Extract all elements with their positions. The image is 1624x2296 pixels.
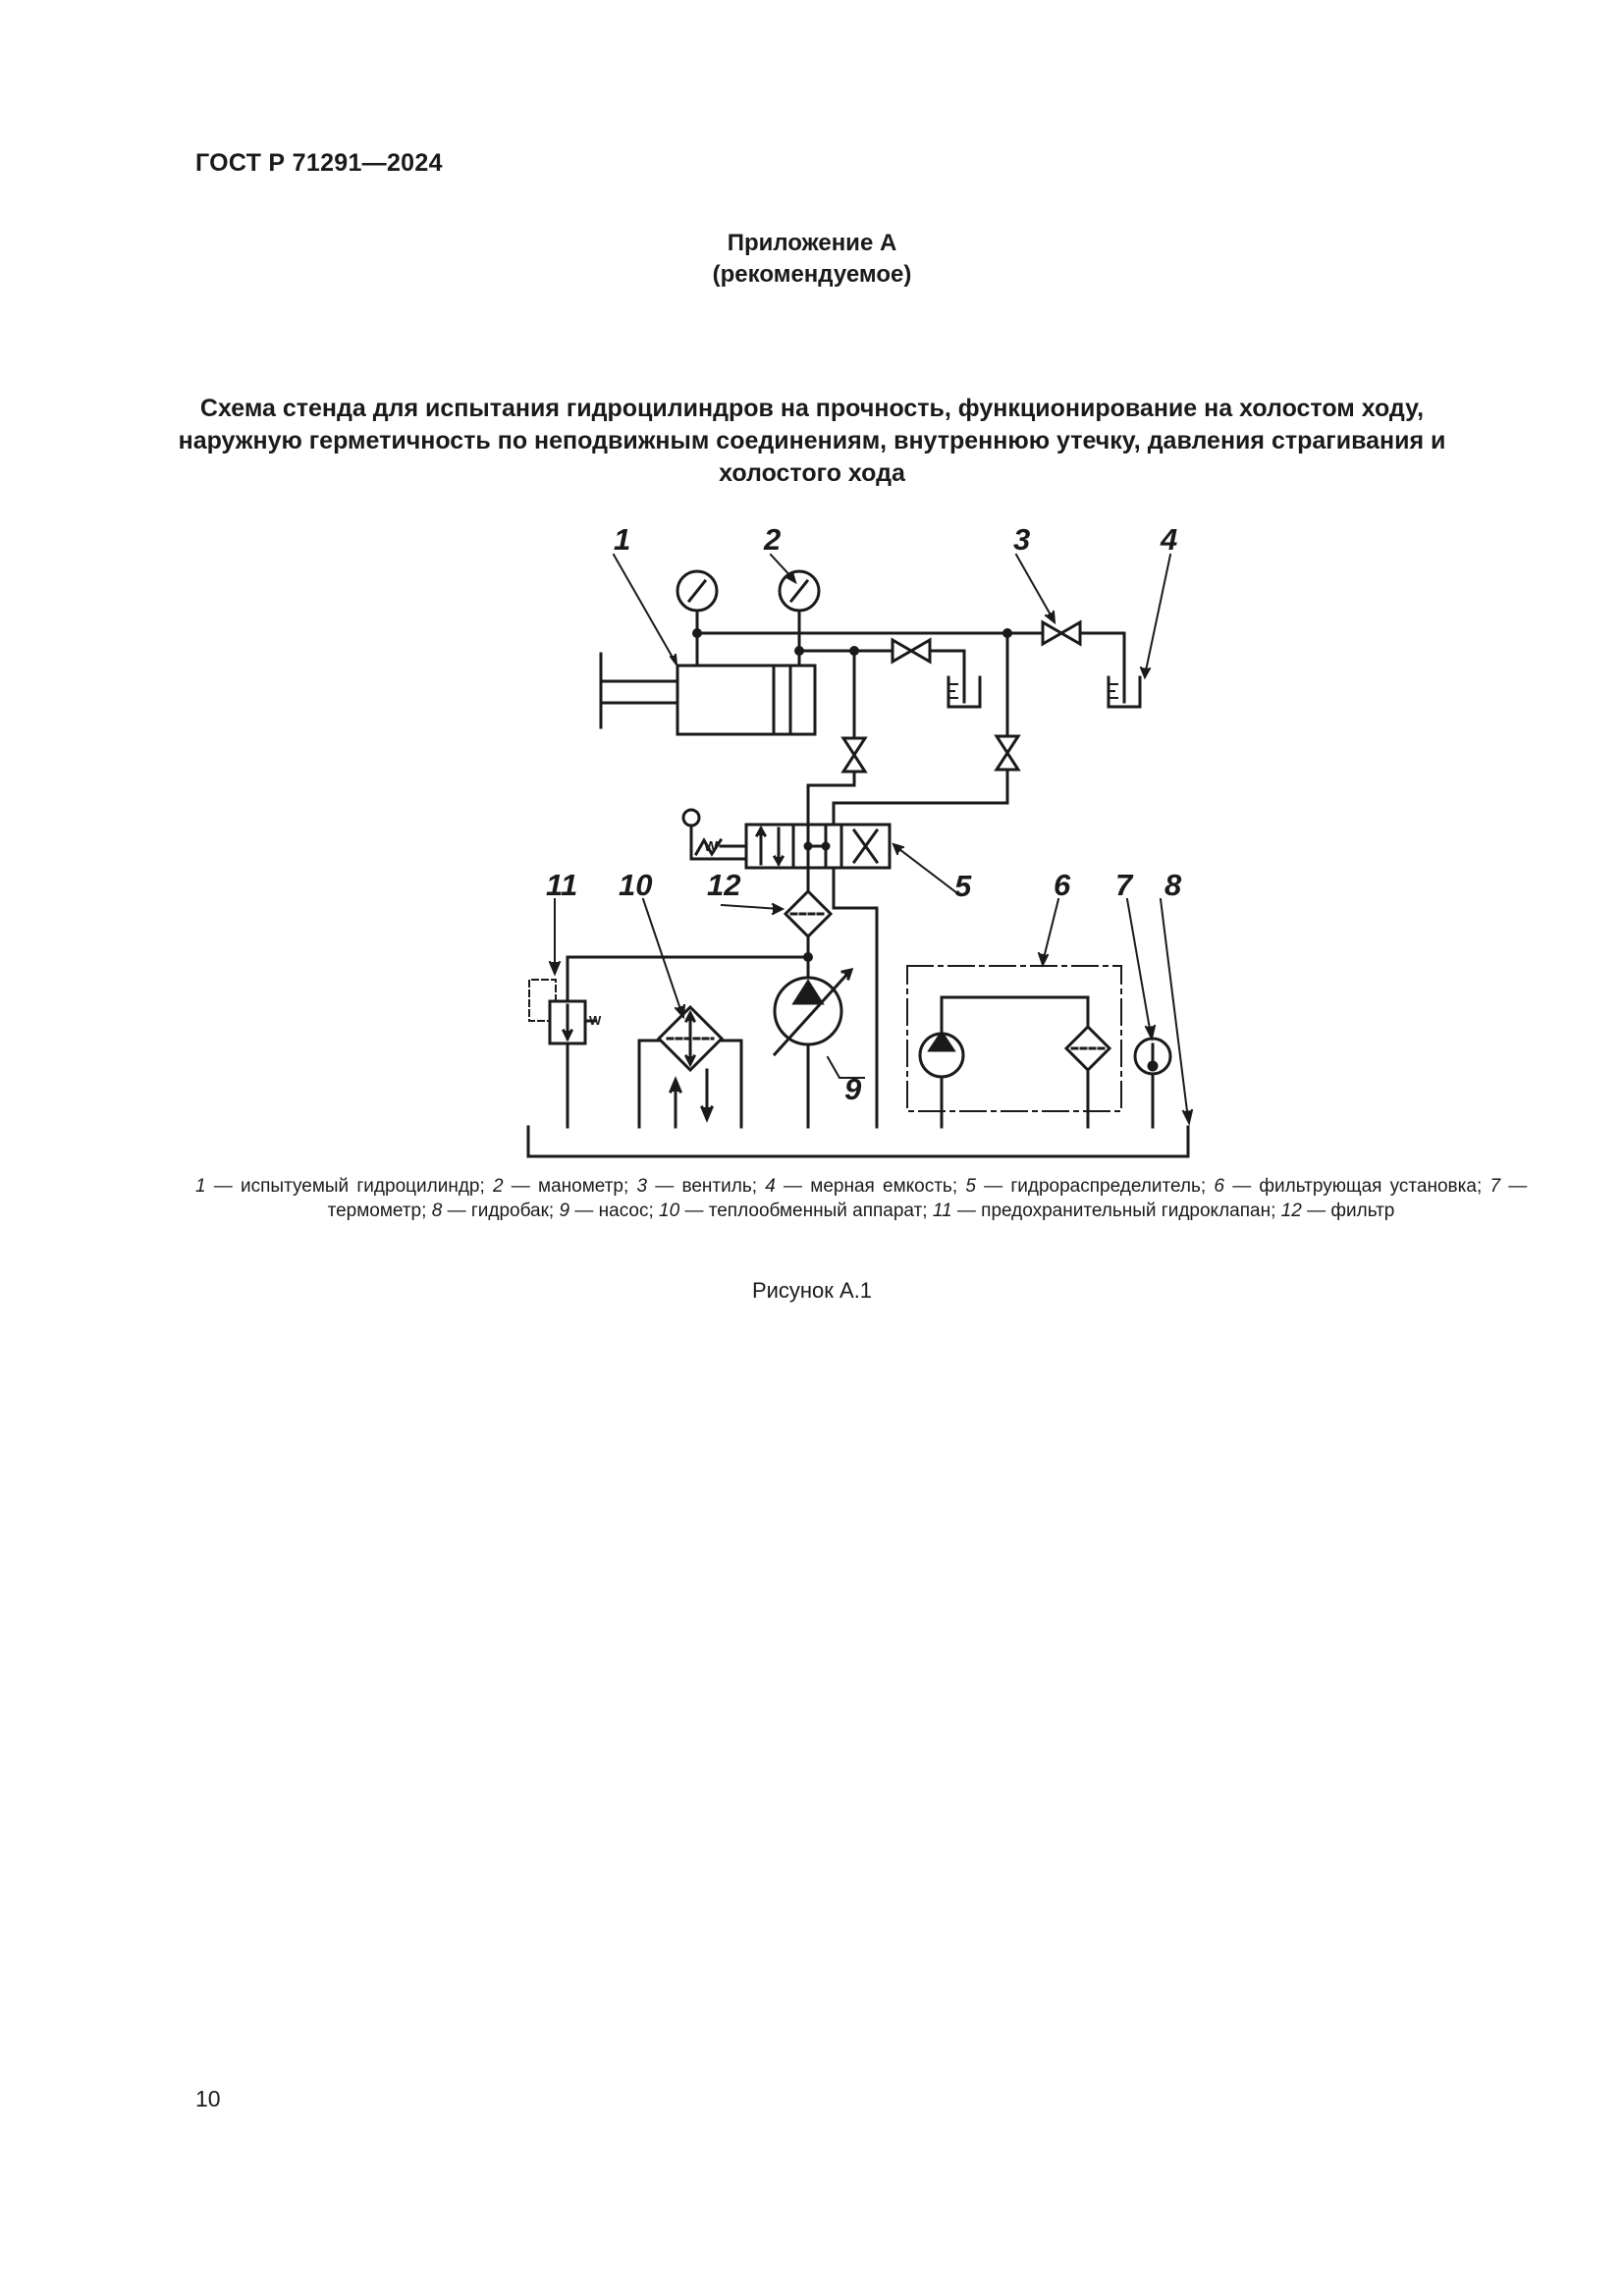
heat-exchanger-icon [639, 1007, 741, 1127]
page-number: 10 [195, 2086, 221, 2111]
callout-12: 12 [707, 868, 741, 902]
callout-3: 3 [1013, 522, 1031, 557]
valve-icon [843, 738, 865, 772]
callout-6: 6 [1054, 868, 1071, 902]
legend-item: 8 — гидробак; [431, 1201, 555, 1221]
callout-7: 7 [1115, 868, 1133, 902]
callout-4: 4 [1161, 522, 1178, 557]
hydraulic-tank [528, 1127, 1188, 1156]
callout-2: 2 [764, 522, 782, 557]
scheme-title: Схема стенда для испытания гидроцилиндров на прочность, функционирование на холостом ходу, наружную герметичность по неподвижным соединениям, внутреннюю утечку, давления страгивания и холостого хода [178, 395, 1446, 487]
legend-item: 3 — вентиль; [636, 1176, 758, 1197]
figure-caption: Рисунок А.1 [751, 1278, 873, 1303]
pump-icon [775, 970, 851, 1127]
appendix-status: (рекомендуемое) [712, 261, 912, 288]
relief-spring-label: W [589, 1013, 602, 1028]
legend-item: 1 — испытуемый гидроцилиндр; [195, 1176, 485, 1197]
legend-item: 9 — насос; [559, 1201, 654, 1221]
pressure-gauge-icon [677, 571, 717, 633]
valve-icon [893, 640, 930, 662]
hydraulic-cylinder [601, 654, 815, 734]
legend-item: 10 — теплообменный аппарат; [659, 1201, 928, 1221]
callout-8: 8 [1164, 868, 1182, 902]
legend-item: 11 — предохранительный гидроклапан; [932, 1201, 1276, 1221]
callout-1: 1 [614, 522, 631, 557]
appendix-title: Приложение А [727, 230, 897, 256]
pressure-gauge-icon [780, 571, 819, 651]
legend-item: 5 — гидрораспределитель; [965, 1176, 1207, 1197]
thermometer-icon [1135, 1039, 1170, 1127]
callout-11: 11 [546, 868, 578, 902]
legend-item: 4 — мерная емкость; [765, 1176, 958, 1197]
relief-valve-icon [529, 980, 595, 1043]
callout-10: 10 [619, 868, 653, 902]
valve-icon [1043, 622, 1080, 644]
legend-item: 7 — термометр; [327, 1176, 1528, 1221]
filter-icon [785, 891, 831, 936]
callout-9: 9 [844, 1072, 862, 1106]
callout-5: 5 [954, 869, 972, 903]
filtration-unit [907, 966, 1121, 1127]
legend-item: 2 — манометр; [492, 1176, 629, 1197]
document-code: ГОСТ Р 71291—2024 [195, 149, 443, 177]
spring-label: W [704, 838, 719, 855]
legend-item: 12 — фильтр [1280, 1201, 1395, 1221]
figure-legend [195, 1174, 1527, 1223]
legend-item: 6 — фильтрующая установка; [1214, 1176, 1483, 1197]
valve-icon [997, 736, 1018, 770]
